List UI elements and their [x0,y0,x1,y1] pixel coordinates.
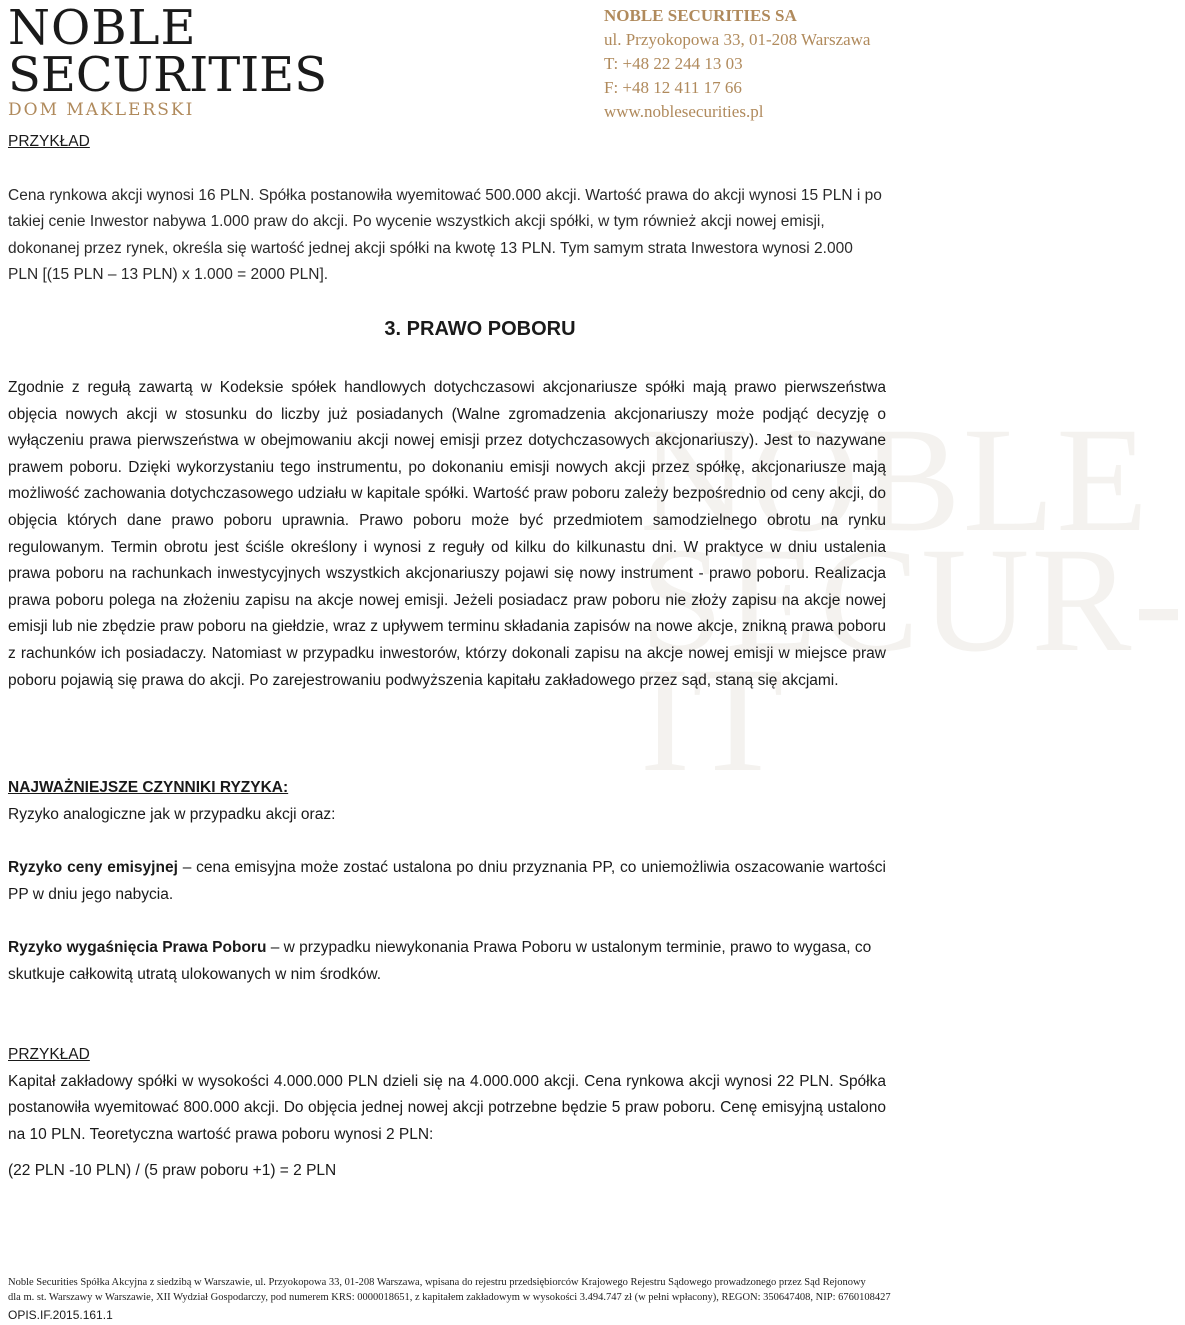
risk-item [8,855,886,908]
risk-item-text: – cena emisyjna może zostać ustalona po dniu przyznania PP, co uniemożliwia oszacowanie wartości PP w dniu jego nabycia. [8,859,886,903]
company-address: ul. Przyokopowa 33, 01-208 Warszawa [604,30,871,49]
example-text: Cena rynkowa akcji wynosi 16 PLN. Spółka postanowiła wyemitować 500.000 akcji. Wartość prawa do akcji wynosi 15 PLN i po takiej cenie Inwestor nabywa 1.000 praw do akcji. Po wycenie wszystkich akcji spółki, w tym również akcji nowej emisji, dokonanej przez rynek, określa się wartość jednej akcji spółki na kwotę 13 PLN. Tym samym strata Inwestora wynosi 2.000 PLN [(15 PLN – 13 PLN) x 1.000 = 2000 PLN]. [8,186,882,284]
company-fax: F: +48 12 411 17 66 [604,78,742,97]
example-formula: (22 PLN -10 PLN) / (5 praw poboru +1) = 2 PLN [8,1162,337,1180]
logo-line-3: DOM MAKLERSKI [8,100,195,120]
company-contact [604,4,870,124]
example-label: PRZYKŁAD [8,1046,90,1063]
logo-line-1: NOBLE [8,0,197,56]
risk-item [8,935,886,988]
legal-footer [8,1275,898,1305]
logo-line-2: SECURITIES [8,47,328,103]
footer-line-1: Noble Securities Spółka Akcyjna z siedzibą w Warszawie, ul. Przyokopowa 33, 01-208 Warszawa, wpisana do rejestru przedsiębiorców Krajowego Rejestru Sądowego prowadzonego przez Sąd Rejonowy [8,1277,866,1288]
company-website[interactable]: www.noblesecurities.pl [604,102,764,121]
footer-line-2: dla m. st. Warszawy w Warszawie, XII Wydział Gospodarczy, pod numerem KRS: 0000018651, z kapitałem zakładowym w wysokości 3.494.747 zł (w pełni wpłacony), REGON: 350647408, NIP: 6760108427 [8,1292,891,1303]
risk-item-title: Ryzyko ceny emisyjnej [8,859,178,877]
watermark-logo: NOBLE SECUR- IT [640,397,1185,803]
section-paragraph: Zgodnie z regułą zawartą w Kodeksie spółek handlowych dotychczasowi akcjonariusze spółki mają prawo pierwszeństwa objęcia nowych akcji w stosunku do liczby już posiadanych (Walne zgromadzenia akcjonariuszy może podjąć decyzję o wyłączeniu prawa pierwszeństwa w obejmowaniu akcji nowej emisji przez dotychczasowych akcjonariuszy). Jest to nazywane prawem poboru. Dzięki wykorzystaniu tego instrumentu, po dokonaniu emisji nowych akcji przez spółkę, akcjonariusze mają możliwość zachowania dotychczasowego udziału w kapitale spółki. Wartość praw poboru zależy bezpośrednio od ceny akcji, do objęcia których dane prawo poboru uprawnia. Prawo poboru może być przedmiotem samodzielnego obrotu na rynku regulowanym. Termin obrotu jest ściśle określony i wynosi z reguły od kilku do kilkunastu dni. W praktyce w dniu ustalenia prawa poboru na rachunkach inwestycyjnych wszystkich akcjonariuszy pojawi się nowy instrument - prawo poboru. Realizacja prawa poboru polega na złożeniu zapisu na akcje nowej emisji. Jeżeli posiadacz praw poboru nie złoży zapisu na akcje nowej emisji lub nie zbędzie praw poboru na giełdzie, wraz z upływem terminu składania zapisów na nowe akcje, znikną prawa poboru z rachunków ich posiadaczy. Natomiast w przypadku inwestorów, którzy dokonali zapisu na akcje nowej emisji w miejsce praw poboru pojawią się prawa do akcji. Po zarejestrowaniu podwyższenia kapitału zakładowego przez sąd, staną się akcjami. [8,379,886,689]
risk-item-text: – w przypadku niewykonania Prawa Poboru w ustalonym terminie, prawo to wygasa, co skutkuje całkowitą utratą ulokowanych w nim środków. [8,939,872,983]
section-heading: 3. PRAWO POBORU [384,318,576,340]
example-label: PRZYKŁAD [8,133,90,150]
example-text: Kapitał zakładowy spółki w wysokości 4.000.000 PLN dzieli się na 4.000.000 akcji. Cena rynkowa akcji wynosi 22 PLN. Spółka postanowiła wyemitować 800.000 akcji. Do objęcia jednej nowej akcji potrzebne będzie 5 praw poboru. Cenę emisyjną ustalono na 10 PLN. Teoretyczna wartość prawa poboru wynosi 2 PLN: [8,1072,886,1143]
risk-heading: NAJWAŻNIEJSZE CZYNNIKI RYZYKA: [8,779,289,796]
risk-intro: Ryzyko analogiczne jak w przypadku akcji oraz: [8,805,336,823]
example-2 [8,1042,886,1185]
company-phone: T: +48 22 244 13 03 [604,54,743,73]
document-id: OPIS.IF.2015.161.1 [8,1308,113,1322]
risk-item-title: Ryzyko wygaśnięcia Prawa Poboru [8,939,267,957]
risk-factors [8,775,886,989]
example-1 [8,129,886,289]
company-name: NOBLE SECURITIES SA [604,6,797,25]
company-logo [8,0,328,120]
section-body [8,375,886,694]
